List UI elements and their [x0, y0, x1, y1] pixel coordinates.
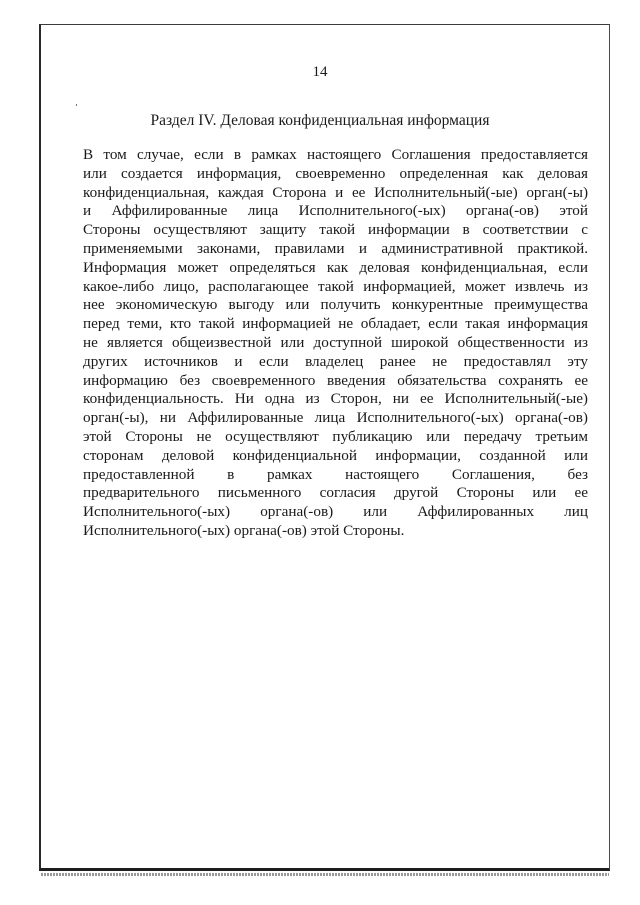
text-line: какое-либо лицо, располагающее такой информацией, может извлечь из	[83, 277, 588, 295]
body-paragraph	[83, 146, 588, 541]
text-line: В том случае, если в рамках настоящего Соглашения предоставляется	[83, 146, 588, 163]
page-number: 14	[312, 64, 328, 80]
text-line: и Аффилированные лица Исполнительного(-ых) органа(-ов) этой	[83, 202, 588, 220]
text-line: Исполнительного(-ых) органа(-ов) этой Стороны.	[83, 521, 405, 539]
text-line: других источников и если владелец ранее не предоставлял эту	[83, 352, 588, 370]
text-line: конфиденциальность. Ни одна из Сторон, ни ее Исполнительный(-ые)	[83, 390, 588, 408]
text-line: Исполнительного(-ых) органа(-ов) или Аффилированных лиц	[83, 503, 588, 521]
text-line: конфиденциальная, каждая Сторона и ее Исполнительный(-ые) орган(-ы)	[83, 183, 588, 201]
text-line: применяемыми законами, правилами и административной практикой.	[83, 239, 588, 257]
text-line: не является общеизвестной или доступной широкой общественности из	[83, 333, 588, 351]
text-line: предоставленной в рамках настоящего Соглашения, без	[83, 465, 588, 483]
scan-speck	[76, 104, 77, 106]
text-line: информацию без своевременного введения обязательства сохранять ее	[83, 371, 588, 389]
text-line: орган(-ы), ни Аффилированные лица Исполнительного(-ых) органа(-ов)	[83, 409, 588, 427]
section-title: Раздел IV. Деловая конфиденциальная информация	[150, 112, 490, 129]
text-line: предварительного письменного согласия другой Стороны или ее	[83, 484, 588, 502]
text-line: сторонам деловой конфиденциальной информации, созданной или	[83, 446, 588, 464]
text-line: перед теми, кто такой информацией не обладает, если такая информация	[83, 315, 588, 333]
text-line: этой Стороны не осуществляют публикацию или передачу третьим	[83, 427, 588, 445]
text-line: Информация может определяться как деловая конфиденциальная, если	[83, 258, 588, 276]
text-line: Стороны осуществляют защиту такой информации в соответствии с	[83, 221, 588, 239]
text-line: или создается информация, своевременно определенная как деловая	[83, 164, 588, 182]
text-line: нее экономическую выгоду или получить конкурентные преимущества	[83, 296, 588, 314]
